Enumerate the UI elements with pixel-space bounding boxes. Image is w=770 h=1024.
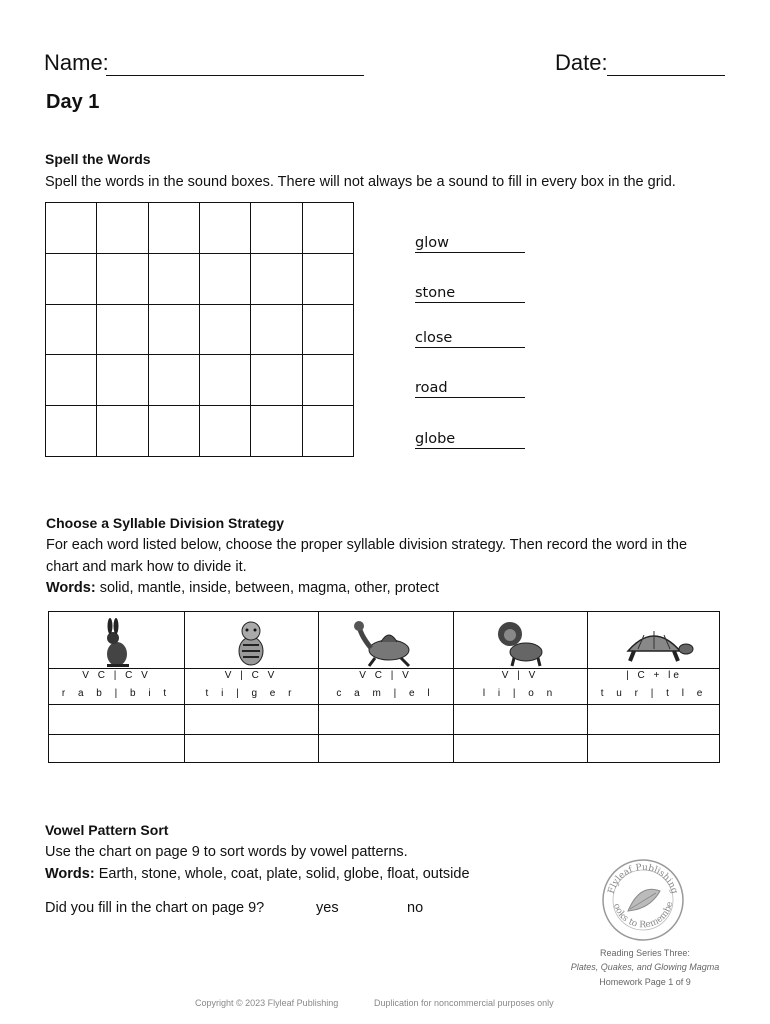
name-label: Name: — [44, 50, 109, 75]
pattern-label: V C | C V — [82, 670, 151, 681]
example-word: r a b | b i t — [61, 688, 172, 699]
sound-box[interactable] — [97, 203, 148, 254]
date-line[interactable] — [607, 75, 725, 76]
sound-box[interactable] — [303, 203, 354, 254]
sound-box[interactable] — [200, 355, 251, 406]
sound-box[interactable] — [46, 406, 97, 457]
syllable-table — [48, 611, 720, 763]
chart-question: Did you fill in the chart on page 9? — [45, 900, 265, 916]
pattern-label: V | V — [501, 670, 539, 681]
sound-box[interactable] — [251, 203, 302, 254]
spelling-word: globe — [415, 431, 525, 449]
example-word: t i | g e r — [205, 688, 297, 699]
sound-box[interactable] — [303, 254, 354, 305]
sound-box[interactable] — [303, 305, 354, 356]
lion-icon — [453, 616, 587, 670]
sound-box[interactable] — [200, 254, 251, 305]
turtle-icon — [587, 616, 721, 670]
words-label: Words: — [45, 866, 95, 882]
rabbit-icon — [49, 616, 184, 670]
pattern-label: | C + le — [626, 670, 682, 681]
svg-text:Books to Remember: ooks to Remembe — [610, 900, 676, 931]
sound-box[interactable] — [46, 254, 97, 305]
syllable-instructions-cont: chart and mark how to divide it. — [46, 559, 247, 575]
words-label: Words: — [46, 580, 96, 596]
sound-box[interactable] — [46, 305, 97, 356]
spelling-word: glow — [415, 235, 525, 253]
pattern-label: V C | V — [359, 670, 412, 681]
spelling-word: stone — [415, 285, 525, 303]
sound-box[interactable] — [97, 305, 148, 356]
sound-box[interactable] — [149, 203, 200, 254]
sound-box[interactable] — [97, 254, 148, 305]
vowel-word-list: Earth, stone, whole, coat, plate, solid, globe, float, outside — [98, 866, 470, 882]
vowel-words — [45, 864, 470, 885]
duplication-note: Duplication for noncommercial purposes only — [374, 998, 554, 1008]
example-word: c a m | e l — [336, 688, 435, 699]
no-option[interactable]: no — [407, 900, 424, 916]
day-title: Day 1 — [46, 91, 100, 113]
copyright: Copyright © 2023 Flyleaf Publishing — [195, 998, 339, 1008]
yes-option[interactable]: yes — [316, 900, 339, 916]
syllable-words — [46, 578, 439, 599]
pattern-label: V | C V — [224, 670, 278, 681]
sound-box[interactable] — [97, 355, 148, 406]
tiger-icon — [184, 616, 318, 670]
camel-icon — [318, 616, 453, 670]
sound-box[interactable] — [46, 355, 97, 406]
example-word: l i | o n — [482, 688, 558, 699]
svg-text:Flyleaf Publishing: Flyleaf Publishing — [606, 862, 680, 896]
sound-box[interactable] — [200, 305, 251, 356]
sound-box[interactable] — [149, 305, 200, 356]
example-word: t u r | t l e — [600, 688, 708, 699]
vowel-instructions: Use the chart on page 9 to sort words by vowel patterns. — [45, 844, 408, 860]
footer-book: Plates, Quakes, and Glowing Magma — [570, 962, 720, 972]
sound-box[interactable] — [251, 305, 302, 356]
sound-box[interactable] — [149, 254, 200, 305]
flyleaf-logo — [600, 857, 686, 943]
sound-box[interactable] — [200, 406, 251, 457]
footer-series: Reading Series Three: — [600, 948, 690, 958]
spell-instructions: Spell the words in the sound boxes. There will not always be a sound to fill in every box in the grid. — [45, 174, 676, 190]
sound-box[interactable] — [149, 406, 200, 457]
spelling-word: road — [415, 380, 525, 398]
spelling-word: close — [415, 330, 525, 348]
syllable-title: Choose a Syllable Division Strategy — [46, 515, 285, 531]
vowel-title: Vowel Pattern Sort — [45, 822, 169, 838]
sound-box[interactable] — [97, 406, 148, 457]
sound-box-grid[interactable] — [45, 202, 354, 457]
syllable-word-list: solid, mantle, inside, between, magma, other, protect — [99, 580, 440, 596]
sound-box[interactable] — [46, 203, 97, 254]
sound-box[interactable] — [251, 406, 302, 457]
sound-box[interactable] — [251, 355, 302, 406]
name-line[interactable] — [106, 75, 364, 76]
sound-box[interactable] — [149, 355, 200, 406]
sound-box[interactable] — [303, 406, 354, 457]
footer-page: Homework Page 1 of 9 — [599, 977, 691, 987]
spell-title: Spell the Words — [45, 151, 151, 167]
syllable-instructions: For each word listed below, choose the proper syllable division strategy. Then record the word in the — [46, 537, 688, 553]
date-label: Date: — [555, 50, 608, 75]
sound-box[interactable] — [251, 254, 302, 305]
sound-box[interactable] — [303, 355, 354, 406]
sound-box[interactable] — [200, 203, 251, 254]
